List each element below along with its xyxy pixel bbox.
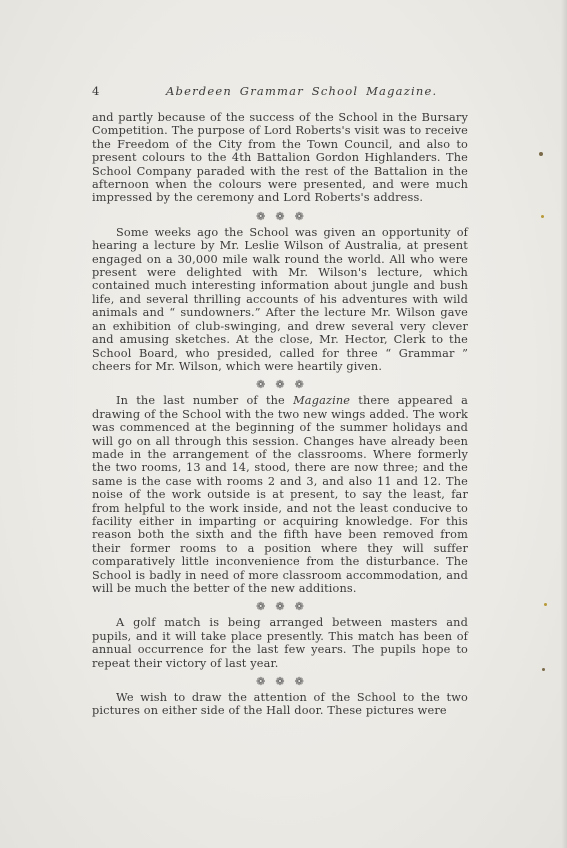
paper-speck [541, 215, 544, 218]
flower-ornament-icon: ❁ [294, 675, 314, 689]
flower-ornament-icon: ❁ [275, 600, 295, 614]
page-edge-shadow [561, 0, 567, 848]
running-title: Aberdeen Grammar School Magazine. [166, 84, 438, 98]
paragraph-text: there appeared a drawing of the School with the two new wings added. The work was commenced at the beginning of the summer holidays and will go on all through this session. Changes have already been made in the arrangement of the classrooms. Where formerly the two rooms, 13 and 14, stood, there are now three; and the same is the case with rooms 2 and 3, and also 11 and 12. The noise of the work outside is at present, to say the least, far from helpful to the work inside, and not the least conducive to facility either in imparting or acquiring knowledge. For this reason both the sixth and the fifth have been removed from their former rooms to a position where they will suffer comparatively little inconvenience from the disturbance. The School is badly in need of more classroom accommodation, and will be much the better of the new additions. [92, 394, 468, 595]
article-paragraph [92, 691, 468, 718]
flower-ornament-icon: ❁ [256, 675, 276, 689]
flower-ornament-icon: ❁ [256, 378, 276, 392]
flower-ornament-icon: ❁ [256, 209, 276, 223]
article-paragraph [92, 394, 468, 595]
flower-ornament-icon: ❁ [275, 378, 295, 392]
section-divider-ornaments [92, 672, 468, 691]
section-divider-ornaments [92, 207, 468, 226]
flower-ornament-icon: ❁ [256, 600, 276, 614]
page-header [92, 84, 468, 102]
flower-ornament-icon: ❁ [275, 209, 295, 223]
paragraph-text: A golf match is being arranged between masters and pupils, and it will take place presently. This match has been of annual occurrence for the last few years. The pupils hope to repeat their victory of last year. [92, 616, 468, 670]
paragraph-text: In the last number of the [116, 394, 294, 408]
paragraph-text: We wish to draw the attention of the School to the two pictures on either side of the Hall door. These pictures were [92, 691, 468, 718]
article-paragraph [92, 616, 468, 670]
paragraph-text: Some weeks ago the School was given an opportunity of hearing a lecture by Mr. Leslie Wilson of Australia, at present engaged on a 30,000 mile walk round the world. All who were present were delighted with Mr. Wilson's lecture, which contained much interesting information about jungle and bush life, and several thrilling accounts of his adventures with wild animals and “ sundowners.” After the lecture Mr. Wilson gave an exhibition of club-swinging, and drew several very clever and amusing sketches. At the close, Mr. Hector, Clerk to the School Board, who presided, called for three “ Grammar ” cheers for Mr. Wilson, which were heartily given. [92, 225, 468, 373]
section-divider-ornaments [92, 597, 468, 616]
italic-title-text: Magazine [293, 394, 351, 408]
flower-ornament-icon: ❁ [275, 675, 295, 689]
flower-ornament-icon: ❁ [294, 600, 314, 614]
paper-speck [544, 603, 547, 606]
flower-ornament-icon: ❁ [294, 378, 314, 392]
article-paragraph [92, 111, 468, 205]
flower-ornament-icon: ❁ [294, 209, 314, 223]
paper-speck [539, 152, 543, 156]
section-divider-ornaments [92, 375, 468, 394]
article-paragraph [92, 226, 468, 373]
paragraph-text: and partly because of the success of the School in the Bursary Competition. The purpose of Lord Roberts's visit was to receive the Freedom of the City from the Town Council, and also to present colours to the 4th Battalion Gordon Highlanders. The School Company paraded with the rest of the Battalion in the afternoon when the colours were presented, and were much impressed by the ceremony and Lord Roberts's address. [92, 111, 468, 205]
paper-speck [542, 668, 545, 671]
page-number: 4 [92, 84, 100, 98]
article-body [92, 111, 468, 718]
